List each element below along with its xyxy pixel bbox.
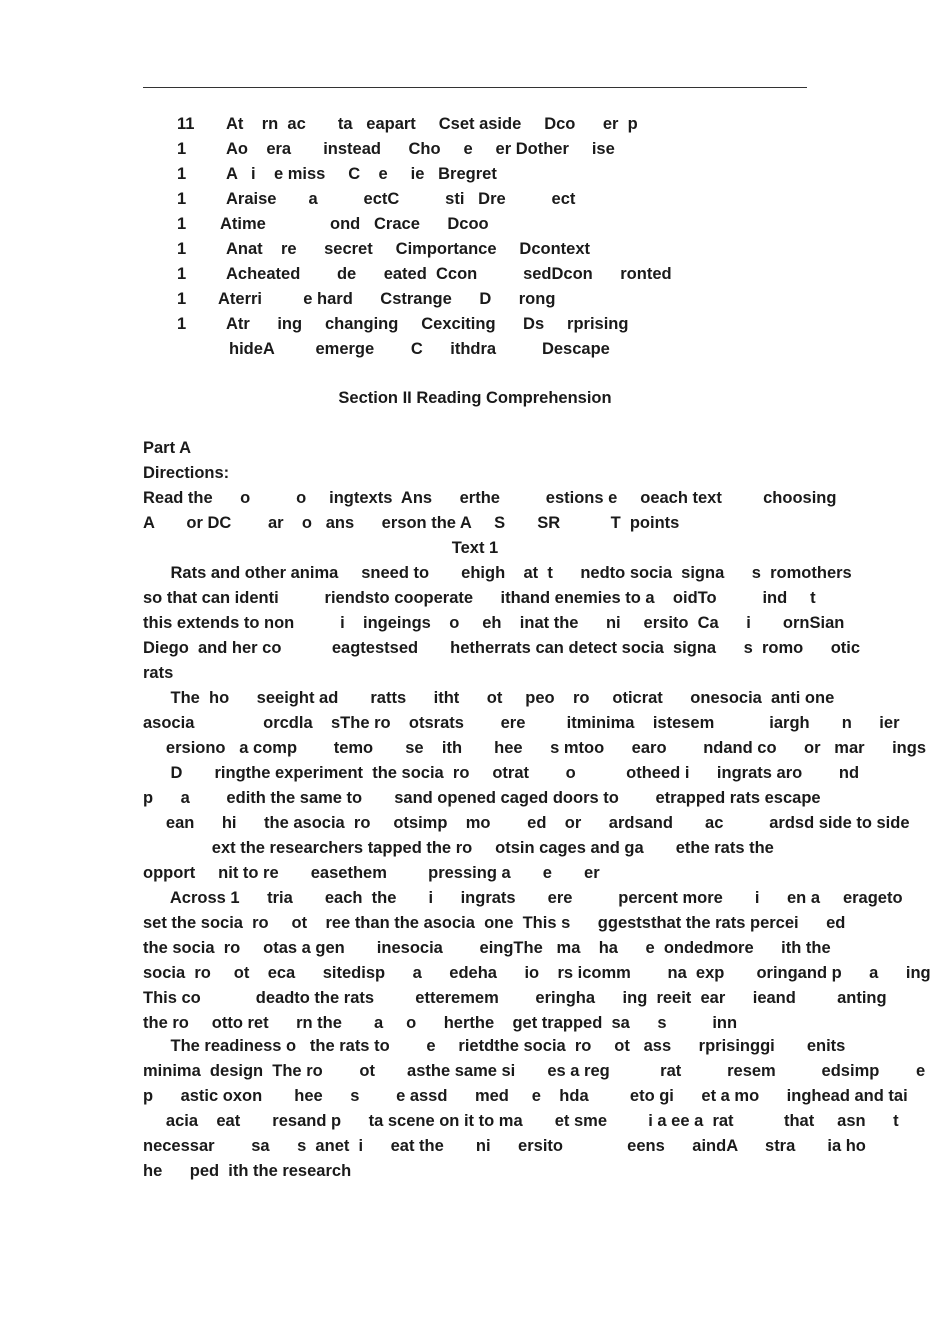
passage-line: the ro otto ret rn the a o herthe get trapped sa s inn — [143, 1014, 738, 1032]
option-number: 1 — [177, 140, 187, 158]
option-choices: Ao era instead Cho e er Dother ise — [226, 140, 615, 158]
option-number: 1 — [177, 240, 187, 258]
passage-line: opport nit to re easethem pressing a e er — [143, 864, 600, 882]
option-choices: Araise a ectC sti Dre ect — [226, 190, 576, 208]
passage-line: D ringthe experiment the socia ro otrat o otheed i ingrats aro nd — [143, 764, 860, 782]
text-title: Text 1 — [451, 539, 499, 557]
directions-text: A or DC ar o ans erson the A S SR T points — [143, 514, 680, 532]
passage-line: Rats and other anima sneed to ehigh at t nedto socia signa s romothers — [143, 564, 852, 582]
passage-line: so that can identi riendsto cooperate ithand enemies to a oidTo ind t — [143, 589, 816, 607]
part-label: Part A — [143, 439, 191, 457]
passage-line: socia ro ot eca sitedisp a edeha io rs icomm na exp oringand p a ing — [143, 964, 931, 982]
section-title: Section II Reading Comprehension — [338, 389, 612, 407]
passage-line: This co deadto the rats etteremem eringha ing reeit ear ieand anting — [143, 989, 887, 1007]
passage-line: acia eat resand p ta scene on it to ma et sme i a ee a rat that asn t — [143, 1112, 899, 1130]
passage-line: Diego and her co eagtestsed hetherrats can detect socia signa s romo otic — [143, 639, 861, 657]
option-number: 1 — [177, 165, 187, 183]
option-choices: hideA emerge C ithdra Descape — [229, 340, 610, 358]
passage-line: this extends to non i ingeings o eh inat the ni ersito Ca i ornSian — [143, 614, 845, 632]
passage-line: the socia ro otas a gen inesocia eingThe ma ha e ondedmore ith the — [143, 939, 831, 957]
option-number: 11 — [177, 115, 195, 133]
passage-line: necessar sa s anet i eat the ni ersito eens aindA stra ia ho — [143, 1137, 866, 1155]
header-rule — [143, 87, 807, 88]
option-choices: At rn ac ta eapart Cset aside Dco er p — [226, 115, 638, 133]
option-choices: Atime ond Crace Dcoo — [220, 215, 489, 233]
option-choices: Anat re secret Cimportance Dcontext — [226, 240, 591, 258]
passage-line: The ho seeight ad ratts itht ot peo ro oticrat onesocia anti one — [143, 689, 835, 707]
option-choices: Aterri e hard Cstrange D rong — [218, 290, 556, 308]
passage-line: set the socia ro ot ree than the asocia one This s ggeststhat the rats percei ed — [143, 914, 846, 932]
passage-line: ean hi the asocia ro otsimp mo ed or ardsand ac ardsd side to side — [143, 814, 910, 832]
option-number: 1 — [177, 265, 187, 283]
option-number: 1 — [177, 215, 187, 233]
option-choices: Atr ing changing Cexciting Ds rprising — [226, 315, 629, 333]
passage-line: asocia orcdla sThe ro otsrats ere itminima istesem iargh n ier — [143, 714, 900, 732]
option-number: 1 — [177, 190, 187, 208]
passage-line: he ped ith the research — [143, 1162, 352, 1180]
directions-label: Directions: — [143, 464, 230, 482]
passage-line: The readiness o the rats to e rietdthe socia ro ot ass rprisinggi enits — [143, 1037, 846, 1055]
directions-text: Read the o o ingtexts Ans erthe estions e oeach text choosing — [143, 489, 837, 507]
option-choices: A i e miss C e ie Bregret — [226, 165, 497, 183]
passage-line: Across 1 tria each the i ingrats ere percent more i en a erageto — [143, 889, 903, 907]
passage-line: rats — [143, 664, 174, 682]
passage-line: minima design The ro ot asthe same si es a reg rat resem edsimp e — [143, 1062, 926, 1080]
passage-line: p a edith the same to sand opened caged doors to etrapped rats escape — [143, 789, 821, 807]
option-number: 1 — [177, 290, 187, 308]
passage-line: ext the researchers tapped the ro otsin cages and ga ethe rats the — [143, 839, 774, 857]
option-number: 1 — [177, 315, 187, 333]
passage-line: p astic oxon hee s e assd med e hda eto gi et a mo inghead and tai — [143, 1087, 908, 1105]
passage-line: ersiono a comp temo se ith hee s mtoo earo ndand co or mar ings — [143, 739, 926, 757]
option-choices: Acheated de eated Ccon sedDcon ronted — [226, 265, 672, 283]
